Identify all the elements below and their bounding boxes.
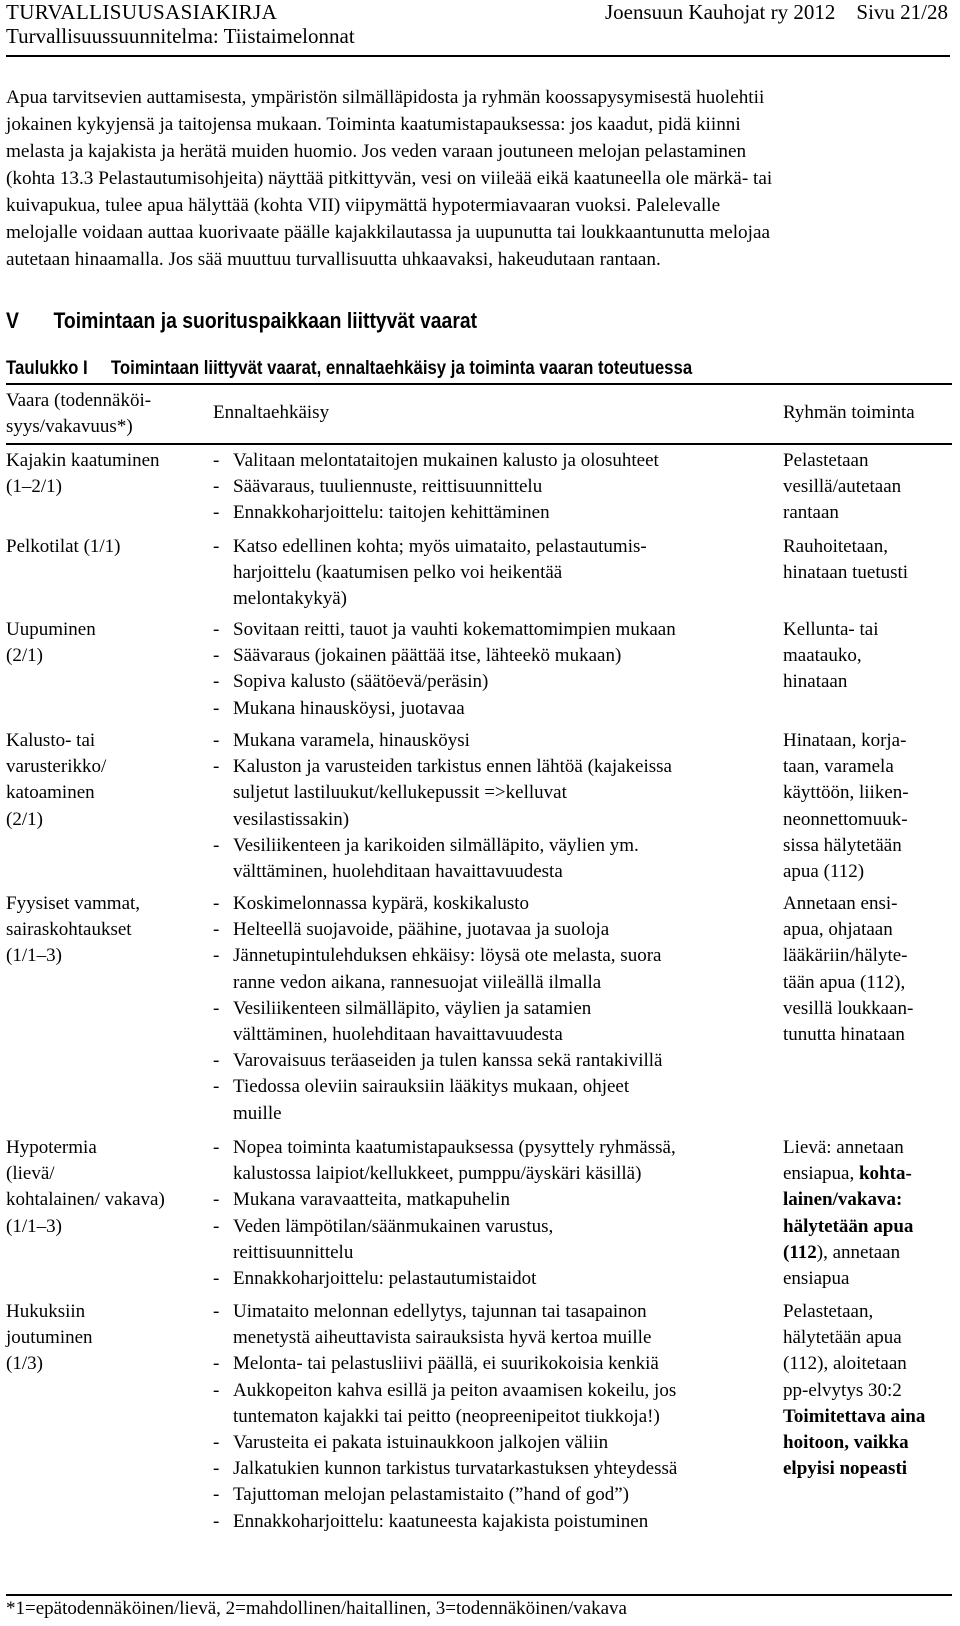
action-text: ), annetaan [816, 1241, 901, 1263]
prevention-item [213, 1187, 773, 1213]
action-emphasis: hälytetään apua [783, 1215, 914, 1237]
action-text: ensiapua [783, 1268, 850, 1290]
prevention-line: - Vesiliikenteen silmälläpito, väylien ja satamien [233, 997, 592, 1019]
prevention-item [213, 943, 773, 995]
intro-line: (kohta 13.3 Pelastautumisohjeita) näyttää pitkittyvän, vesi on viileää eikä kaatuneella ole märkä- tai [6, 168, 773, 189]
prevention-item [213, 534, 773, 613]
hazard-cell [6, 448, 206, 500]
prevention-line: - Valitaan melontataitojen mukainen kalusto ja olosuhteet [233, 450, 659, 471]
table-header-rule [6, 443, 952, 445]
action-emphasis: lainen/vakava: [783, 1189, 903, 1211]
prevention-cell [213, 617, 773, 722]
prevention-line: - Tiedossa oleviin sairauksiin lääkitys mukaan, ohjeet [233, 1076, 630, 1098]
prevention-item [213, 996, 773, 1048]
prevention-item [213, 1299, 773, 1351]
action-line [783, 1135, 958, 1161]
prevention-item [213, 833, 773, 885]
prevention-line: - Varusteita ei pakata istuinaukkoon jalkojen väliin [233, 1432, 609, 1454]
action-line: vesillä loukkaan- [783, 997, 914, 1019]
group-action-cell [783, 1135, 958, 1292]
prevention-line: - Säävaraus, tuuliennuste, reittisuunnittelu [233, 476, 543, 498]
prevention-item [213, 1266, 773, 1292]
section-heading [6, 308, 477, 334]
action-emphasis: Toimitettava aina [783, 1405, 926, 1427]
prevention-line: tuntematon kajakki tai peitto (neopreenipeitot tiukkoja!) [233, 1405, 660, 1427]
prevention-item [213, 617, 773, 643]
table-caption-title: Toimintaan liittyvät vaarat, ennaltaehkäisy ja toiminta vaaran toteutuessa [110, 357, 693, 379]
prevention-cell [213, 534, 773, 613]
hazard-line: (1–2/1) [6, 476, 62, 498]
prevention-line: - Katso edellinen kohta; myös uimataito, pelastautumis- [233, 536, 647, 557]
prevention-line: - Vesiliikenteen ja karikoiden silmälläpito, väylien ym. [233, 834, 639, 856]
hazard-line: joutuminen [6, 1327, 93, 1349]
action-text: (112), aloitetaan [783, 1353, 907, 1375]
header-prevention: Ennaltaehkäisy [213, 402, 330, 423]
header-hazard-line: syys/vakavuus*) [6, 416, 133, 438]
header-group-action: Ryhmän toiminta [783, 402, 915, 423]
prevention-item [213, 1509, 773, 1535]
action-emphasis: (112 [783, 1241, 817, 1263]
prevention-line: menetystä aiheuttavista sairauksista hyvä kertoa muille [233, 1327, 652, 1349]
prevention-line: - Helteellä suojavoide, päähine, juotavaa ja suoloja [233, 919, 610, 941]
action-line: Rauhoitetaan, [783, 536, 888, 557]
hazard-line: varusterikko/ [6, 756, 107, 778]
prevention-line: - Ennakkoharjoittelu: kaatuneesta kajakista poistuminen [233, 1510, 649, 1532]
action-line: Hinataan, korja- [783, 730, 907, 751]
group-action-cell [783, 617, 958, 696]
action-line [783, 1187, 958, 1213]
intro-paragraph [6, 84, 952, 273]
prevention-line: - Uimataito melonnan edellytys, tajunnan tai tasapainon [233, 1301, 647, 1322]
prevention-item [213, 669, 773, 695]
hazard-line: kohtalainen/ vakava) [6, 1189, 165, 1211]
action-line: neonnettomuuk- [783, 808, 908, 830]
table-top-rule [6, 383, 952, 385]
prevention-item [213, 1430, 773, 1456]
group-action-cell [783, 1299, 958, 1482]
action-line: sissa hälytetään [783, 834, 902, 856]
action-emphasis: elpyisi nopeasti [783, 1458, 908, 1480]
action-line [783, 1214, 958, 1240]
group-action-cell [783, 891, 958, 1048]
action-text: Lievä: annetaan [783, 1137, 904, 1158]
prevention-item [213, 1048, 773, 1074]
action-text: Pelastetaan, [783, 1301, 874, 1322]
header-hazard [6, 388, 151, 440]
action-text: hälytetään apua [783, 1327, 902, 1349]
hazard-line: (2/1) [6, 645, 43, 667]
hazard-cell [6, 1299, 206, 1378]
hazard-cell [6, 534, 206, 560]
document-subtitle: Turvallisuussuunnitelma: Tiistaimelonnat [6, 24, 355, 48]
hazard-line: sairaskohtaukset [6, 919, 132, 941]
group-action-cell [783, 534, 958, 586]
prevention-line: - Jännetupintulehduksen ehkäisy: löysä ote melasta, suora [233, 945, 662, 967]
prevention-line: - Ennakkoharjoittelu: taitojen kehittäminen [233, 502, 550, 524]
action-line: Kellunta- tai [783, 619, 879, 640]
hazard-line: Hypotermia [6, 1137, 97, 1158]
action-line: Pelastetaan [783, 450, 869, 471]
prevention-line: - Ennakkoharjoittelu: pelastautumistaidot [233, 1268, 537, 1290]
header-divider [6, 55, 950, 57]
hazard-line: (1/1–3) [6, 1215, 62, 1237]
header-org: Joensuun Kauhojat ry 2012 [605, 0, 836, 24]
prevention-item [213, 754, 773, 833]
hazard-line: (1/3) [6, 1353, 43, 1375]
hazard-line: (2/1) [6, 808, 43, 830]
prevention-line: - Koskimelonnassa kypärä, koskikalusto [233, 893, 530, 914]
table-caption [6, 357, 692, 380]
prevention-line: - Sovitaan reitti, tauot ja vauhti kokemattomimpien mukaan [233, 619, 676, 640]
intro-line: Apua tarvitsevien auttamisesta, ympäristön silmälläpidosta ja ryhmän koossapysymisestä huolehtii [6, 87, 765, 108]
action-line: taan, varamela [783, 756, 894, 778]
prevention-line: reittisuunnittelu [233, 1241, 354, 1263]
prevention-line: välttäminen, huolehditaan havaittavuudesta [233, 861, 563, 883]
hazard-cell [6, 891, 206, 970]
action-line: tään apua (112), [783, 971, 906, 993]
prevention-item [213, 448, 773, 474]
prevention-line: muille [233, 1102, 282, 1124]
hazard-cell [6, 728, 206, 833]
prevention-line: harjoittelu (kaatumisen pelko voi heikentää [233, 562, 563, 584]
prevention-line: - Melonta- tai pelastusliivi päällä, ei suurikokoisia kenkiä [233, 1353, 659, 1375]
action-line [783, 1456, 958, 1482]
hazard-line: Uupuminen [6, 619, 96, 640]
prevention-item [213, 1456, 773, 1482]
prevention-item [213, 1135, 773, 1187]
action-emphasis: hoitoon, vaikka [783, 1432, 909, 1454]
prevention-item [213, 1482, 773, 1508]
action-line: hinataan [783, 671, 848, 693]
prevention-item [213, 1378, 773, 1430]
prevention-line: vesilastissakin) [233, 808, 350, 830]
prevention-line: kalustossa laipiot/kellukkeet, pumppu/äyskäri käsillä) [233, 1163, 642, 1185]
prevention-item [213, 1074, 773, 1126]
section-number: V [6, 308, 19, 333]
prevention-line: - Mukana varamela, hinausköysi [233, 730, 470, 751]
intro-line: melasta ja kajakista ja herätä muiden huomio. Jos veden varaan joutuneen melojan pelastaminen [6, 141, 747, 162]
table-bottom-rule [6, 1594, 952, 1596]
prevention-item [213, 474, 773, 500]
action-line: vesillä/autetaan [783, 476, 902, 498]
prevention-line: - Säävaraus (jokainen päättää itse, lähteekö mukaan) [233, 645, 622, 667]
action-line: käyttöön, liiken- [783, 782, 909, 804]
prevention-line: - Mukana varavaatteita, matkapuhelin [233, 1189, 510, 1211]
prevention-cell [213, 1135, 773, 1292]
intro-line: autetaan hinaamalla. Jos sää muuttuu turvallisuutta uhkaavaksi, hakeudutaan rantaan. [6, 249, 661, 270]
hazard-cell [6, 617, 206, 669]
action-line [783, 1351, 958, 1377]
action-line: apua (112) [783, 861, 865, 883]
prevention-line: - Veden lämpötilan/säänmukainen varustus, [233, 1215, 554, 1237]
action-line [783, 1240, 958, 1266]
prevention-line: - Aukkopeiton kahva esillä ja peiton avaamisen kokeilu, jos [233, 1379, 677, 1401]
action-line: hinataan tuetusti [783, 562, 909, 584]
action-line: lääkäriin/hälyte- [783, 945, 908, 967]
prevention-line: ranne vedon aikana, rannesuojat viileällä ilmalla [233, 971, 602, 993]
header-hazard-line: Vaara (todennäköi- [6, 390, 152, 411]
prevention-cell [213, 448, 773, 527]
action-line [783, 1378, 958, 1404]
prevention-cell [213, 891, 773, 1127]
action-line: apua, ohjataan [783, 919, 893, 941]
action-line [783, 1161, 958, 1187]
intro-line: kuivapukua, tulee apua hälyttää (kohta VII) viipymättä hypotermiavaaran vuoksi. Palelevalle [6, 195, 721, 216]
prevention-item [213, 917, 773, 943]
prevention-item [213, 500, 773, 526]
prevention-line: - Jalkatukien kunnon tarkistus turvatarkastuksen yhteydessä [233, 1458, 678, 1480]
action-emphasis: kohta- [858, 1163, 912, 1185]
section-title: Toimintaan ja suorituspaikkaan liittyvät vaarat [53, 308, 478, 333]
page-number: Sivu 21/28 [856, 0, 948, 24]
header-right [605, 0, 948, 24]
header-left [6, 0, 355, 48]
hazard-line: (1/1–3) [6, 945, 62, 967]
prevention-item [213, 891, 773, 917]
prevention-cell [213, 728, 773, 885]
prevention-line: - Nopea toiminta kaatumistapauksessa (pysyttely ryhmässä, [233, 1137, 676, 1158]
prevention-line: melontakykyä) [233, 588, 347, 610]
action-line [783, 1325, 958, 1351]
action-line [783, 1430, 958, 1456]
intro-line: melojalle voidaan auttaa kuorivaate päälle kajakkilautassa ja uupunutta tai loukkaantunutta melojaa [6, 222, 771, 243]
prevention-line: - Kaluston ja varusteiden tarkistus ennen lähtöä (kajakeissa [233, 756, 672, 778]
prevention-line: - Tajuttoman melojan pelastamistaito (”hand of god”) [233, 1484, 629, 1506]
hazard-line: (lievä/ [6, 1163, 55, 1185]
action-line [783, 1404, 958, 1430]
prevention-line: - Varovaisuus teräaseiden ja tulen kanssa sekä rantakivillä [233, 1050, 663, 1072]
prevention-line: välttäminen, huolehditaan havaittavuudesta [233, 1024, 563, 1046]
action-line: rantaan [783, 502, 839, 524]
prevention-line: suljetut lastiluukut/kellukepussit =>kelluvat [233, 782, 567, 804]
action-line [783, 1266, 958, 1292]
action-line: Annetaan ensi- [783, 893, 898, 914]
hazard-line: Kalusto- tai [6, 730, 96, 751]
group-action-cell [783, 448, 958, 527]
action-line: tunutta hinataan [783, 1024, 905, 1046]
prevention-cell [213, 1299, 773, 1535]
footnote: *1=epätodennäköinen/lievä, 2=mahdollinen/haitallinen, 3=todennäköinen/vakava [6, 1598, 627, 1619]
prevention-item [213, 643, 773, 669]
prevention-item [213, 1214, 773, 1266]
hazard-line: katoaminen [6, 782, 95, 804]
hazard-cell [6, 1135, 206, 1240]
prevention-item [213, 1351, 773, 1377]
prevention-line: - Mukana hinausköysi, juotavaa [233, 697, 465, 719]
hazard-line: Fyysiset vammat, [6, 893, 141, 914]
group-action-cell [783, 728, 958, 885]
prevention-item [213, 696, 773, 722]
action-text: ensiapua, [783, 1163, 859, 1185]
hazard-line: Hukuksiin [6, 1301, 86, 1322]
hazard-line: Kajakin kaatuminen [6, 450, 160, 471]
action-text: pp-elvytys 30:2 [783, 1379, 902, 1401]
table-caption-number: Taulukko I [6, 357, 88, 379]
prevention-line: - Sopiva kalusto (säätöevä/peräsin) [233, 671, 489, 693]
hazard-line: Pelkotilat (1/1) [6, 536, 121, 557]
action-line [783, 1299, 958, 1325]
intro-line: jokainen kykyjensä ja taitojensa mukaan. Toiminta kaatumistapauksessa: jos kaadut, pidä kiinni [6, 114, 741, 135]
prevention-item [213, 728, 773, 754]
document-title: TURVALLISUUSASIAKIRJA [6, 0, 278, 24]
action-line: maatauko, [783, 645, 862, 667]
